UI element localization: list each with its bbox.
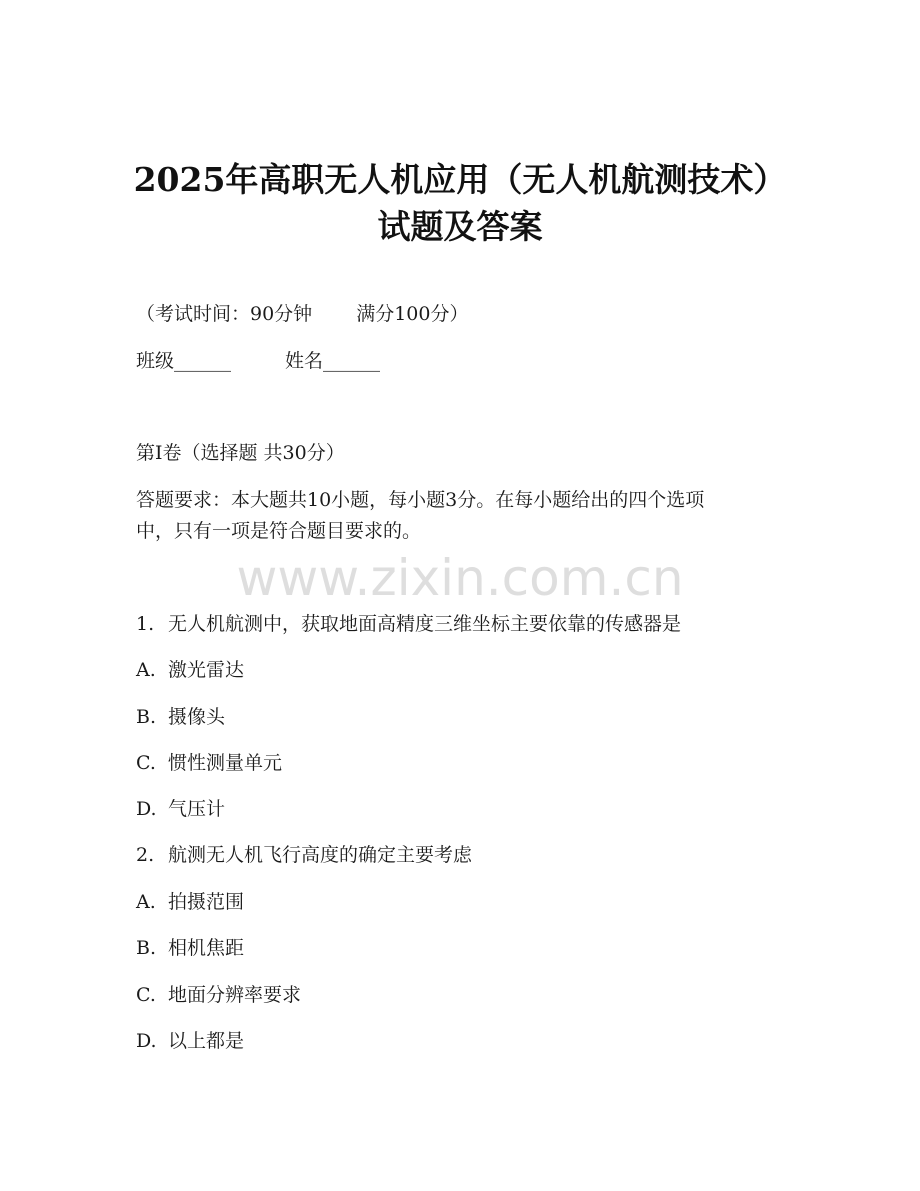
option-text: 气压计 [168,798,226,820]
option-letter: C. [136,752,156,774]
question-text: 航测无人机飞行高度的确定主要考虑 [168,844,473,866]
instructions-line-2: 中，只有一项是符合题目要求的。 [136,520,422,542]
option-1b [136,705,225,729]
option-text: 惯性测量单元 [168,752,283,774]
option-letter: B. [136,937,157,959]
exam-full-score: 满分100分） [356,303,469,325]
name-field: 姓名______ [285,350,381,372]
question-number: 1. [136,613,155,635]
option-1d [136,797,225,821]
option-letter: C. [136,984,156,1006]
option-text: 地面分辨率要求 [168,984,302,1006]
option-text: 以上都是 [168,1030,245,1052]
question-2 [136,843,472,867]
section-heading: 第Ⅰ卷（选择题 共30分） [136,442,345,464]
option-1c [136,751,282,775]
question-text: 无人机航测中，获取地面高精度三维坐标主要依靠的传感器是 [168,613,682,635]
exam-time: （考试时间：90分钟 [136,303,313,325]
document-title-line-2: 试题及答案 [377,207,543,246]
option-letter: A. [136,891,156,913]
option-1a [136,658,244,682]
question-number: 2. [136,844,155,866]
option-2a [136,890,244,914]
option-letter: A. [136,659,156,681]
class-field: 班级______ [136,350,232,372]
option-text: 激光雷达 [168,659,245,681]
watermark: www.zixin.com.cn [236,549,684,607]
instructions-line-1: 答题要求：本大题共10小题，每小题3分。在每小题给出的四个选项 [136,489,705,511]
option-text: 相机焦距 [168,937,245,959]
option-text: 摄像头 [168,706,226,728]
student-info [136,349,380,373]
document-title-line-1: 2025年高职无人机应用（无人机航测技术） [133,160,787,199]
option-2c [136,983,301,1007]
exam-info [136,302,468,326]
option-2d [136,1029,244,1053]
option-letter: D. [136,798,157,820]
option-letter: D. [136,1030,157,1052]
option-letter: B. [136,706,157,728]
option-2b [136,936,244,960]
option-text: 拍摄范围 [168,891,245,913]
question-1 [136,612,681,636]
